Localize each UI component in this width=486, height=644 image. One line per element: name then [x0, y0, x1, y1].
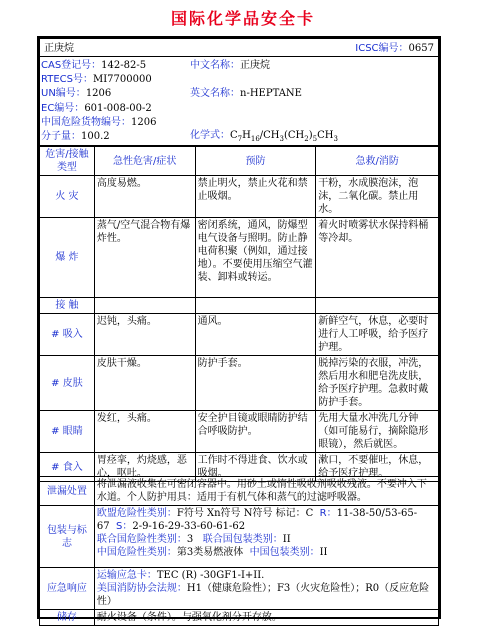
- chinese-name: 中文名称：正庚烷: [190, 60, 270, 71]
- un-number: UN编号：1206: [41, 88, 112, 100]
- name-row: [39, 38, 439, 57]
- formula-subscript: 5: [312, 135, 318, 144]
- emergency-label: 应急响应: [40, 568, 95, 610]
- eu-classification: 欧盟危险性类别：F符号 Xn符号 N符号 标记：C R：11-38-50/53-65-67 S：2-9-16-29-33-60-61-62: [96, 508, 418, 532]
- table-row: # 食入 胃痉挛，灼烧感，恶心，呕吐。 工作时不得进食、饮水或吸烟。 漱口，不要催吐，休息，给予医疗护理。: [40, 453, 439, 482]
- cas-number: CAS登记号：142-82-5: [41, 60, 147, 71]
- formula-subscript: 3: [333, 135, 338, 144]
- table-header-row: [40, 147, 439, 176]
- storage-text: 耐火设备（条件）。与强氧化剂分开存放。: [94, 610, 438, 626]
- formula-segment: /CH: [259, 130, 280, 142]
- header-hazard: 急性危害/症状: [94, 147, 195, 176]
- storage-label: 储存: [40, 610, 95, 626]
- spill-text: 将泄漏液收集在可密闭容器中。用砂土或惰性吸收剂吸收残液。不要冲入下水道。个人防护用具：适用于有机气体和蒸气的过滤呼吸器。: [94, 477, 438, 506]
- header-type: 危害/接触类型: [40, 147, 95, 176]
- table-row: # 眼睛 发红，头痛。 安全护目镜或眼睛防护结合呼吸防护。 先用大量水冲洗几分钟（如可能易行，摘除隐形眼镜），然后就医。: [40, 411, 439, 453]
- header-prevention: 预防: [195, 147, 316, 176]
- formula-subscript: 2: [304, 135, 309, 144]
- card-title: 国际化学品安全卡: [170, 9, 315, 28]
- formula-segment: ): [308, 130, 313, 142]
- ec-number: EC编号：601-008-00-2: [41, 102, 152, 114]
- formula-text: [230, 130, 338, 144]
- lower-sections: [39, 476, 439, 626]
- china-dg-number: 中国危险货物编号：1206: [41, 116, 157, 128]
- emergency-row: [40, 568, 439, 610]
- table-row: 火 灾 高度易燃。 禁止明火，禁止火花和禁止吸烟。 干粉，水成膜泡沫，泡沫，二氧化碳。禁止用水。: [40, 176, 439, 218]
- identification-block: [39, 57, 439, 146]
- packaging-label: 包装与标志: [40, 506, 95, 568]
- icsc-number: ICSC编号：0657: [355, 43, 434, 54]
- formula-subscript: 3: [279, 135, 284, 144]
- hazard-table: [39, 146, 439, 482]
- rtecs-number: RTECS号：MI7700000: [41, 74, 152, 86]
- formula-subscript: 7: [237, 135, 243, 144]
- spill-label: 泄漏处置: [40, 477, 95, 506]
- formula-segment: C: [230, 130, 238, 142]
- formula-segment: CH: [317, 130, 334, 142]
- molecular-weight: 分子量：100.2: [41, 131, 110, 143]
- header-first-aid: 急救/消防: [316, 147, 439, 176]
- identification-left: [41, 59, 156, 144]
- formula-segment: H: [242, 130, 251, 142]
- table-row: 接 触: [40, 298, 439, 314]
- formula-subscript: 16: [250, 135, 260, 144]
- emergency-text: [94, 568, 438, 610]
- identification-right: [190, 59, 438, 144]
- english-name: 英文名称：n-HEPTANE: [190, 88, 302, 100]
- transport-card: 运输应急卡：TEC (R) -30GF1-I+II.: [96, 570, 265, 581]
- chemical-formula: 化学式：$C_7H_{16}/CH_3(CH_2)_5CH_3$: [190, 130, 338, 144]
- china-classification: 中国危险性类别：第3类易燃液体 中国包装类别：II: [96, 547, 328, 558]
- spill-row: [40, 477, 439, 506]
- safety-card: [37, 36, 441, 623]
- packaging-row: [40, 506, 439, 568]
- packaging-text: [94, 506, 438, 568]
- chemical-name: 正庚烷: [44, 43, 74, 54]
- table-row: # 皮肤 皮肤干燥。 防护手套。 脱掉污染的衣服，冲洗，然后用水和肥皂洗皮肤，给予医疗护理。急救时戴防护手套。: [40, 356, 439, 411]
- table-row: # 吸入 迟钝，头痛。 通风。 新鲜空气，休息，必要时进行人工呼吸，给予医疗护理。: [40, 314, 439, 356]
- table-row: 爆 炸 蒸气/空气混合物有爆炸性。 密闭系统，通风，防爆型电气设备与照明。防止静电荷积聚（例如，通过接地）。不要使用压缩空气灌装、卸料或转运。 着火时喷雾状水保持料桶等冷却。: [40, 218, 439, 298]
- un-classification: 联合国危险性类别：3 联合国包装类别：II: [96, 534, 291, 545]
- formula-segment: (CH: [284, 130, 305, 142]
- storage-row: [40, 610, 439, 626]
- nfpa-code: 美国消防协会法规：H1（健康危险性）；F3（火灾危险性）；R0（反应危险性）: [96, 583, 430, 607]
